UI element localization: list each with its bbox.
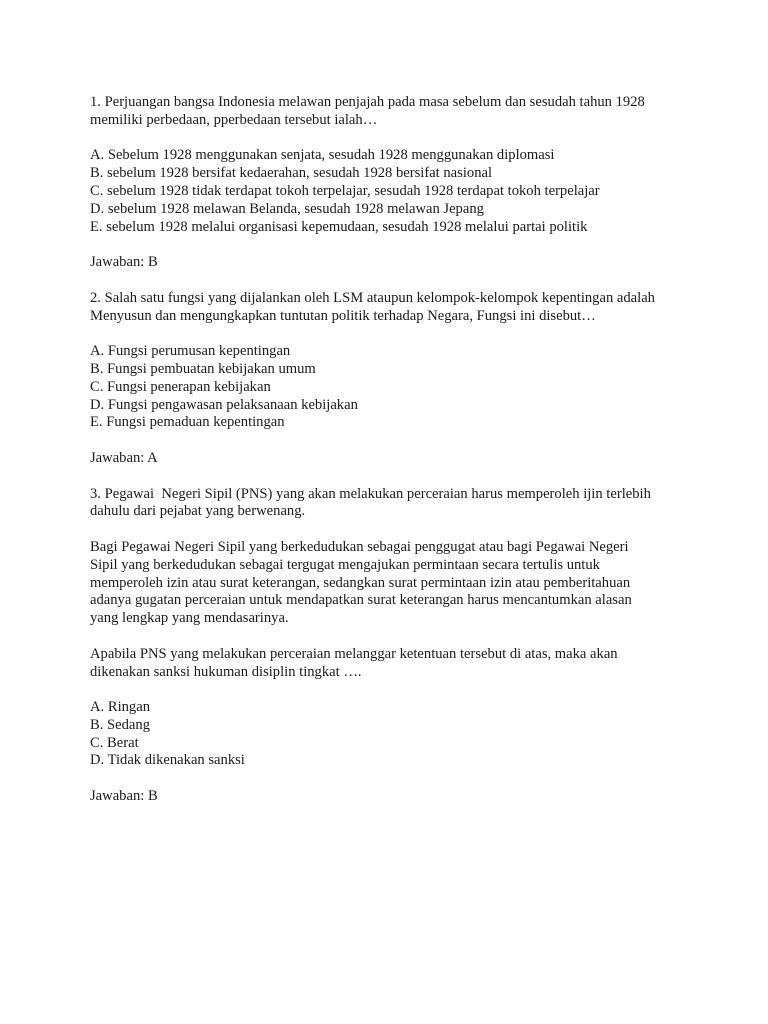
answer-option: B. sebelum 1928 bersifat kedaerahan, sesudah 1928 bersifat nasional [90,165,493,182]
answer-option: D. Fungsi pengawasan pelaksanaan kebijakan [90,396,358,413]
blank-line [90,130,700,148]
blank-line [90,770,700,788]
question-stem-line: 3. Pegawai Negeri Sipil (PNS) yang akan melakukan perceraian harus memperoleh ijin terlebih [90,485,651,502]
blank-line [90,236,700,254]
question-stem-line: Menyusun dan mengungkapkan tuntutan politik terhadap Negara, Fungsi ini disebut… [90,307,596,324]
answer-option: A. Fungsi perumusan kepentingan [90,343,291,360]
question-3 [90,486,700,806]
answer-option: D. Tidak dikenakan sanksi [90,752,245,769]
body-paragraph-line: dikenakan sanksi hukuman disiplin tingkat …. [90,663,362,680]
answer-key: Jawaban: B [90,254,158,271]
answer-option: E. Fungsi pemaduan kepentingan [90,414,285,431]
blank-line [90,681,700,699]
blank-line [90,468,700,486]
question-stem-line: dahulu dari pejabat yang berwenang. [90,503,306,520]
blank-line [90,272,700,290]
question-2 [90,290,700,468]
answer-option: B. Fungsi pembuatan kebijakan umum [90,360,316,377]
answer-option: C. sebelum 1928 tidak terdapat tokoh terpelajar, sesudah 1928 terdapat tokoh terpelajar [90,182,600,199]
blank-line [90,432,700,450]
blank-line [90,521,700,539]
body-paragraph-line: Sipil yang berkedudukan sebagai tergugat mengajukan permintaan secara tertulis untuk [90,556,600,573]
answer-option: C. Berat [90,734,139,751]
body-paragraph-line: yang lengkap yang mendasarinya. [90,610,289,627]
answer-key: Jawaban: B [90,788,158,805]
blank-line [90,325,700,343]
question-stem-line: memiliki perbedaan, pperbedaan tersebut ialah… [90,111,378,128]
document-page [90,94,700,806]
blank-line [90,628,700,646]
body-paragraph-line: Apabila PNS yang melakukan perceraian melanggar ketentuan tersebut di atas, maka akan [90,645,618,662]
body-paragraph-line: Bagi Pegawai Negeri Sipil yang berkedudukan sebagai penggugat atau bagi Pegawai Negeri [90,538,629,555]
answer-option: B. Sedang [90,716,150,733]
body-paragraph-line: adanya gugatan perceraian untuk mendapatkan surat keterangan harus mencantumkan alasan [90,592,632,609]
question-stem-line: 1. Perjuangan bangsa Indonesia melawan penjajah pada masa sebelum dan sesudah tahun 1928 [90,94,645,110]
answer-option: D. sebelum 1928 melawan Belanda, sesudah 1928 melawan Jepang [90,200,484,217]
body-paragraph-line: memperoleh izin atau surat keterangan, sedangkan surat permintaan izin atau pemberitahuan [90,574,631,591]
answer-option: C. Fungsi penerapan kebijakan [90,378,271,395]
question-stem-line: 2. Salah satu fungsi yang dijalankan oleh LSM ataupun kelompok-kelompok kepentingan adalah [90,289,655,306]
answer-option: A. Sebelum 1928 menggunakan senjata, sesudah 1928 menggunakan diplomasi [90,147,555,164]
question-1 [90,94,700,272]
answer-option: A. Ringan [90,699,150,716]
answer-option: E. sebelum 1928 melalui organisasi kepemudaan, sesudah 1928 melalui partai politik [90,218,588,235]
answer-key: Jawaban: A [90,449,158,466]
